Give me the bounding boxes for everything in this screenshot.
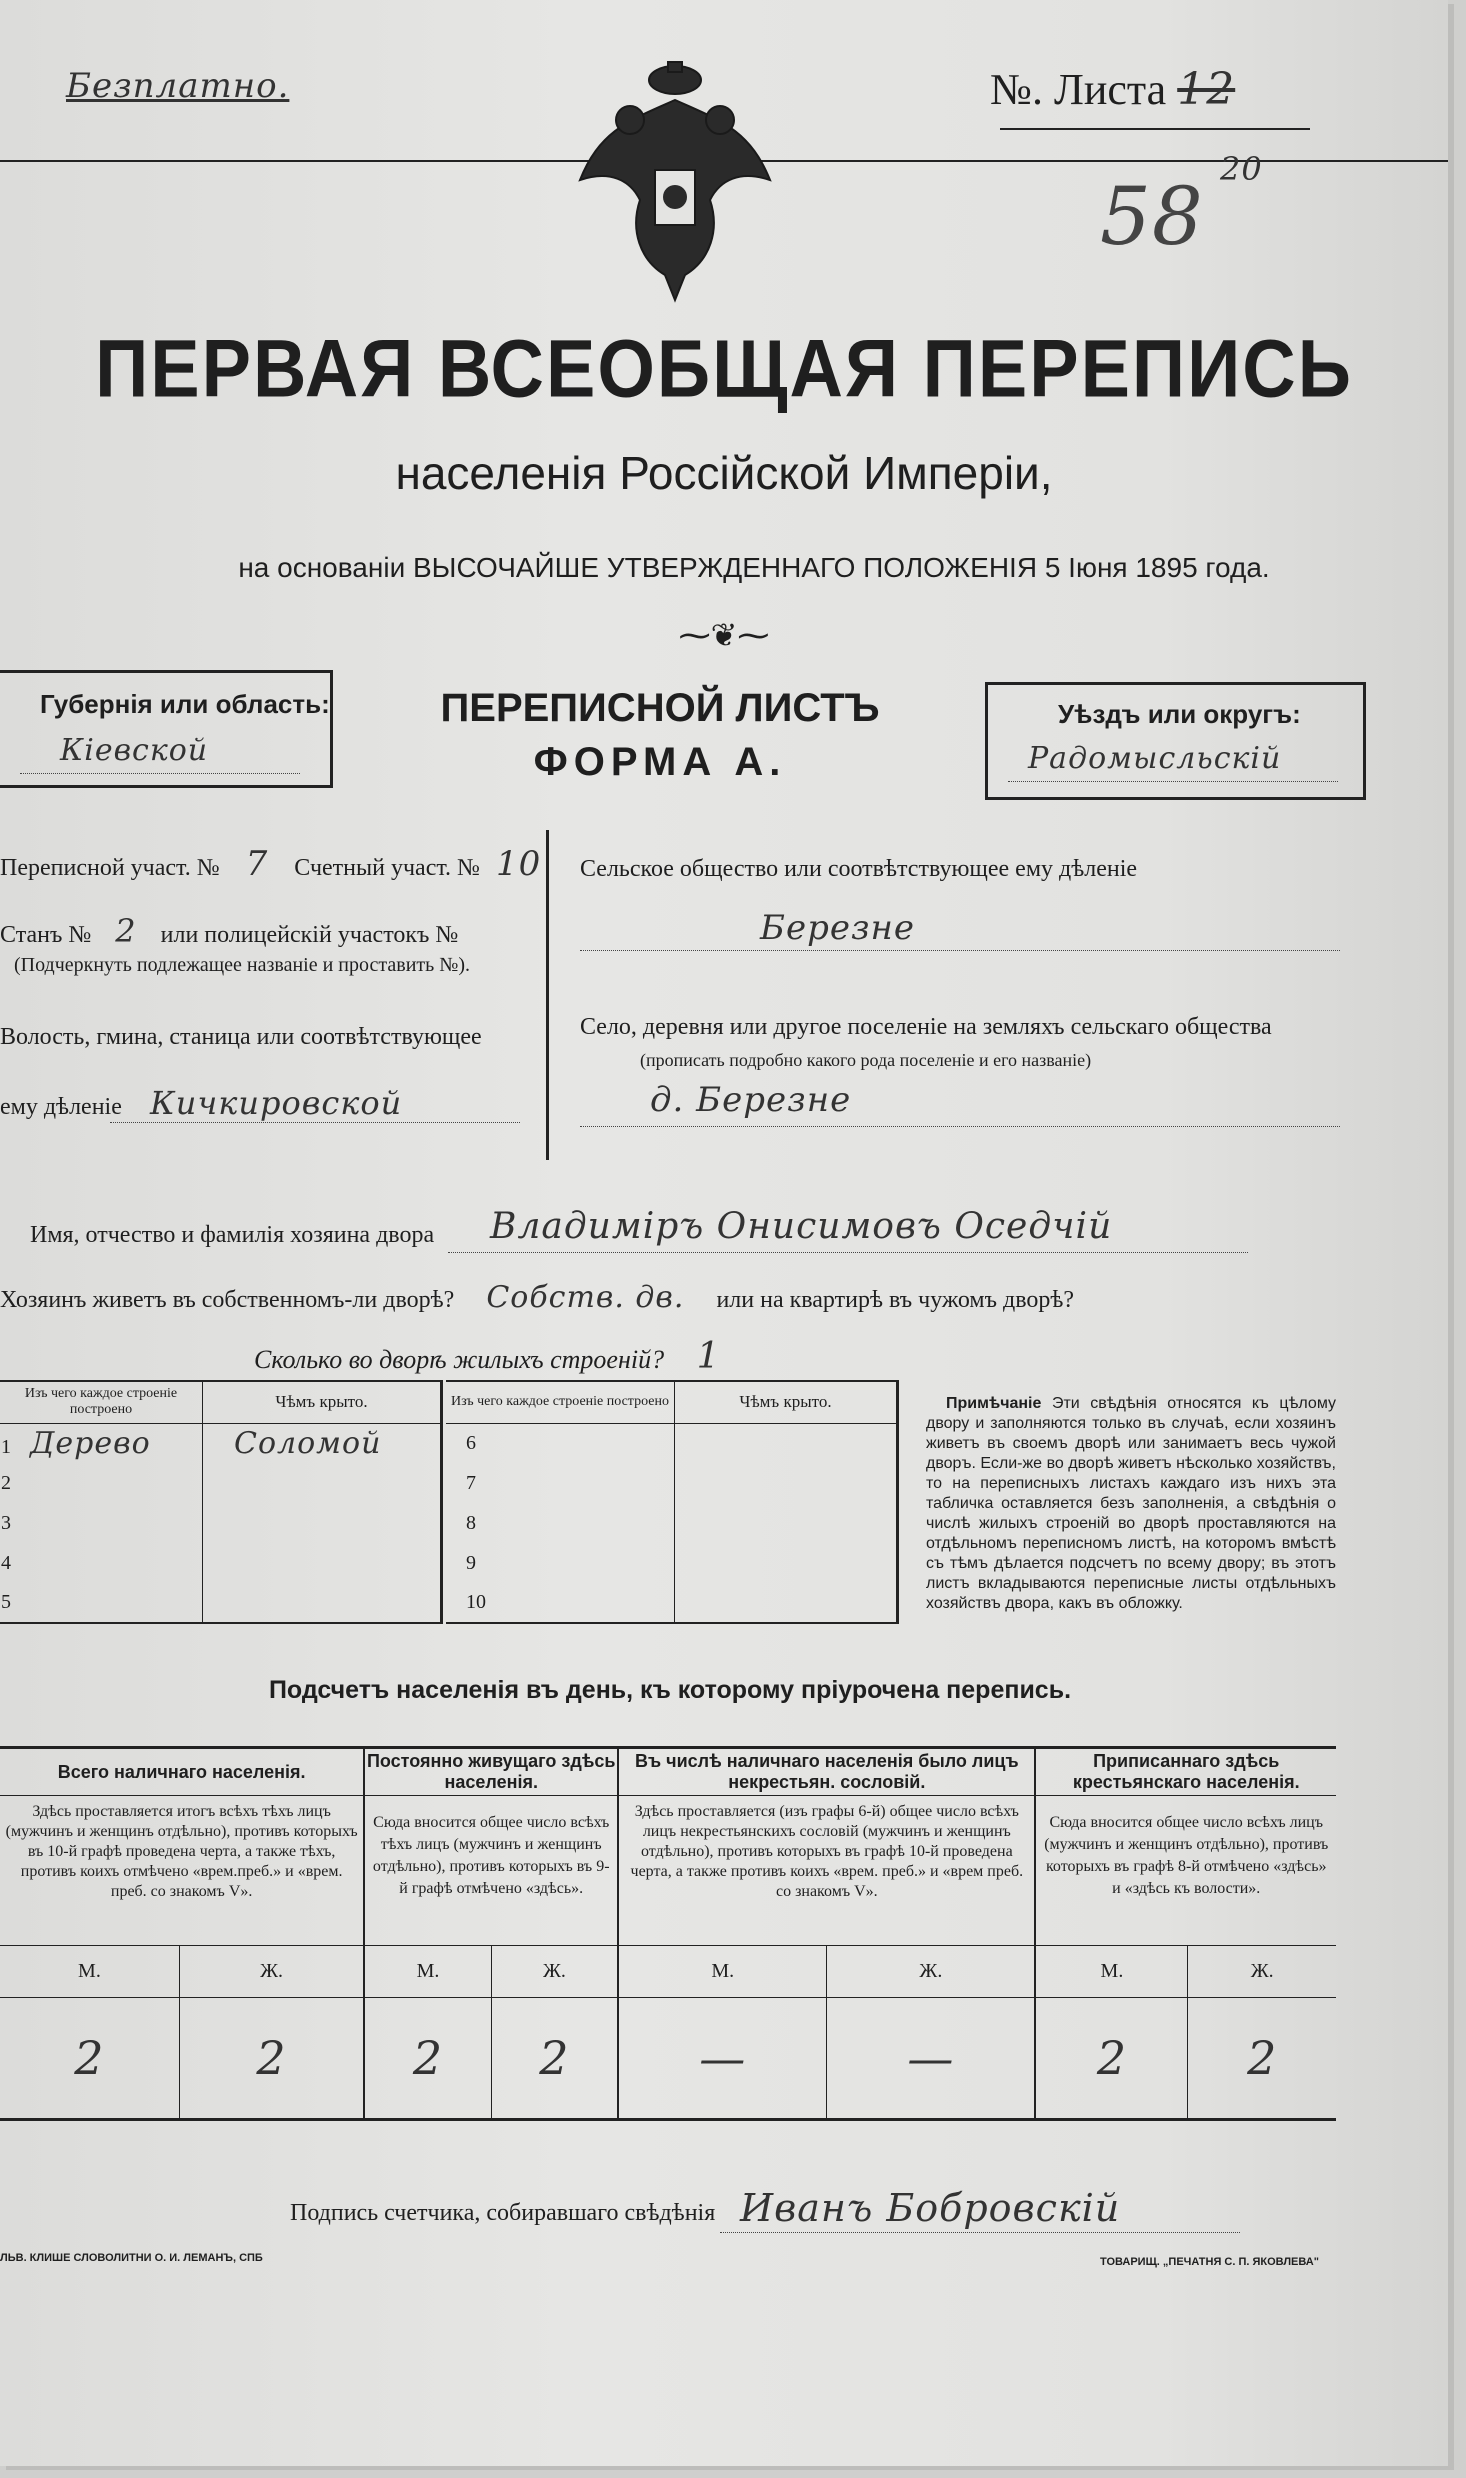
district-value: Радомысльскій xyxy=(1028,741,1282,776)
row-number: 7 xyxy=(446,1463,675,1503)
buildings-col-roof: Чѣмъ крыто. xyxy=(275,1392,368,1412)
table-row xyxy=(446,1423,896,1463)
district-box xyxy=(985,682,1366,800)
note-block xyxy=(926,1394,1336,1614)
population-table xyxy=(0,1746,1336,2121)
table-row xyxy=(446,1463,896,1503)
f-label: Ж. xyxy=(1250,1960,1274,1982)
f-label: Ж. xyxy=(179,1946,364,1998)
buildings-label: Сколько во дворѣ жилыхъ строеній? xyxy=(254,1345,665,1374)
pop-2-male: 2 xyxy=(364,1998,491,2120)
row-number: 3 xyxy=(0,1503,203,1543)
village-value: д. Березне xyxy=(650,1080,852,1120)
district-label: Уѣздъ или округъ: xyxy=(1058,699,1301,729)
document-title: ПЕРВАЯ ВСЕОБЩАЯ ПЕРЕПИСЬ xyxy=(95,322,1353,415)
note-title: Примѣчаніе xyxy=(946,1395,1042,1412)
pop-2-female: 2 xyxy=(491,1998,618,2120)
pop-3-male: — xyxy=(618,1998,827,2120)
population-heading: Подсчетъ населенія въ день, къ которому пріурочена перепись. xyxy=(268,1676,1072,1704)
buildings-col-material: Изъ чего каждое строеніе построено xyxy=(0,1381,203,1423)
village-label: Село, деревня или другое поселеніе на земляхъ сельскаго общества xyxy=(580,1014,1272,1040)
table-row xyxy=(446,1503,896,1543)
buildings-table-right xyxy=(446,1380,896,1624)
pop-col-3-desc: Здѣсь проставляется (изъ графы 6-й) общее число всѣхъ лицъ некрестьянскихъ сословій (мужчинъ и женщинъ отдѣльно), противъ которыхъ въ графѣ 10-й проведена черта, а также противъ коихъ «врем. преб.» и «врем преб. со знакомъ V». xyxy=(618,1796,1035,1946)
pop-col-1-title: Всего наличнаго населенія. xyxy=(0,1748,364,1796)
material-value: Дерево xyxy=(30,1425,151,1461)
sheet-label: №. Листа xyxy=(990,65,1167,114)
community-label: Сельское общество или соотвѣтствующее ему дѣленіе xyxy=(580,856,1138,882)
m-label: М. xyxy=(0,1946,179,1998)
free-label: Безплатно. xyxy=(66,66,290,106)
table-row xyxy=(446,1583,896,1623)
m-label: М. xyxy=(364,1946,491,1998)
pop-4-female: 2 xyxy=(1247,2031,1278,2085)
row-number: 1 xyxy=(1,1435,11,1458)
table-row xyxy=(0,1463,440,1503)
pop-1-female: 2 xyxy=(179,1998,364,2120)
signature-value: Иванъ Бобровскій xyxy=(740,2186,1121,2230)
province-label: Губернія или область: xyxy=(40,689,330,719)
document-subtitle: населенія Россійской Имперіи, xyxy=(395,447,1053,499)
community-line xyxy=(580,950,1340,951)
pop-col-3-title: Въ числѣ наличнаго населенія было лицъ некрестьян. сословій. xyxy=(618,1748,1035,1796)
fields-divider xyxy=(546,830,549,1160)
m-label: М. xyxy=(618,1946,827,1998)
sheet-number-block xyxy=(990,64,1235,115)
table-row xyxy=(0,1543,440,1583)
table-row xyxy=(0,1423,440,1463)
owner-name-label: Имя, отчество и фамилія хозяина двора xyxy=(30,1222,435,1248)
volost-line xyxy=(110,1122,520,1123)
table-row xyxy=(0,1583,440,1623)
sheet-number: 12 xyxy=(1177,64,1236,115)
owner-name-value: Владиміръ Онисимовъ Оседчій xyxy=(490,1206,1113,1247)
village-note: (прописать подробно какого рода поселеніе и его названіе) xyxy=(640,1050,1092,1070)
buildings-table-left xyxy=(0,1380,440,1624)
signature-label: Подпись счетчика, собиравшаго свѣдѣнія xyxy=(290,2200,716,2226)
pop-col-1-desc: Здѣсь проставляется итогъ всѣхъ тѣхъ лицъ (мужчинъ и женщинъ отдѣльно), противъ которыхъ въ 10-й графѣ проведена черта, а также тѣхъ, противъ коихъ отмѣчено «врем.преб.» и «врем. преб. со знакомъ V». xyxy=(0,1796,364,1946)
form-title: ПЕРЕПИСНОЙ ЛИСТЪ xyxy=(440,686,880,730)
archive-number: 20 xyxy=(1220,150,1263,188)
buildings-row xyxy=(254,1336,721,1377)
pop-3-female: — xyxy=(827,1998,1036,2120)
form-name: ФОРМА А. xyxy=(533,740,787,784)
census-precinct-label: Переписной участ. № xyxy=(0,855,220,881)
buildings-table-divider xyxy=(440,1380,443,1624)
community-value: Березнe xyxy=(760,908,916,948)
stan-note: (Подчеркнуть подлежащее названіе и проставить №). xyxy=(14,954,470,976)
count-precinct-label: Счетный участ. № xyxy=(294,855,480,881)
owner-name-line xyxy=(448,1252,1248,1253)
police-label: или полицейскій участокъ № xyxy=(160,922,459,948)
province-value: Кіевской xyxy=(60,733,209,768)
f-label: Ж. xyxy=(827,1946,1036,1998)
pop-col-2-title: Постоянно живущаго здѣсь населенія. xyxy=(364,1748,618,1796)
row-number: 6 xyxy=(446,1423,675,1463)
row-number: 9 xyxy=(446,1543,675,1583)
header-rule-right xyxy=(1000,128,1310,130)
row-number: 10 xyxy=(446,1583,675,1623)
ornament: ⁓❦⁓ xyxy=(678,617,770,653)
volost-value: Кичкировской xyxy=(150,1084,403,1122)
pop-col-4-desc: Сюда вносится общее число всѣхъ лицъ (мужчинъ и женщинъ отдѣльно), противъ которыхъ въ графѣ 8-й отмѣчено «здѣсь» и «здѣсь къ волости». xyxy=(1044,1814,1329,1897)
stan-value: 2 xyxy=(115,912,137,950)
basis-line: на основаніи ВЫСОЧАЙШЕ УТВЕРЖДЕННАГО ПОЛОЖЕНІЯ 5 Іюня 1895 года. xyxy=(238,552,1270,583)
district-line xyxy=(1008,781,1338,782)
f-label: Ж. xyxy=(491,1946,618,1998)
volost-label2: ему дѣленіе xyxy=(0,1094,122,1120)
row-number: 5 xyxy=(0,1583,203,1623)
printer-right: ТОВАРИЩ. „ПЕЧАТНЯ С. П. ЯКОВЛЕВА" xyxy=(1100,2256,1319,2268)
table-row xyxy=(0,1503,440,1543)
stan-label: Станъ № xyxy=(0,922,92,948)
table-row xyxy=(446,1543,896,1583)
pop-1-male: 2 xyxy=(0,1998,179,2120)
volost-label: Волость, гмина, станица или соотвѣтствующее xyxy=(0,1024,482,1050)
census-precinct-row xyxy=(0,844,541,884)
row-number: 2 xyxy=(0,1463,203,1503)
archive-mark: 58 xyxy=(1100,170,1204,263)
owner-lives-label2: или на квартирѣ въ чужомъ дворѣ? xyxy=(716,1287,1075,1313)
census-precinct-value: 7 xyxy=(245,844,269,884)
stan-row xyxy=(0,912,458,950)
province-box xyxy=(0,670,333,788)
province-line xyxy=(20,773,300,774)
printer-left: ЛЬВ. КЛИШЕ СЛОВОЛИТНИ О. И. ЛЕМАНЪ, СПБ xyxy=(0,2252,263,2264)
signature-line xyxy=(720,2232,1240,2233)
buildings-table-right-edge xyxy=(896,1380,899,1624)
note-text: Эти свѣдѣнія относятся къ цѣлому двору и заполняются только въ случаѣ, если хозяинъ живетъ въ своемъ дворѣ или занимаетъ весь чужой дворъ. Если-же во дворѣ живетъ нѣсколько хозяйствъ, то на переписныхъ листахъ каждаго изъ нихъ эта табличка оставляется безъ заполненія, а свѣдѣнія о числѣ жилыхъ строеній во дворѣ проставляются на отдѣльномъ переписномъ листѣ, на которомъ вмѣстѣ съ тѣмъ дѣлается подсчетъ по всему двору; въ этотъ листъ вкладываются переписные листы отдѣльныхъ хозяйствъ двора, какъ въ обложку. xyxy=(926,1395,1336,1612)
row-number: 8 xyxy=(446,1503,675,1543)
owner-lives-label: Хозяинъ живетъ въ собственномъ-ли дворѣ? xyxy=(0,1287,455,1313)
village-line xyxy=(580,1126,1340,1127)
row-number: 4 xyxy=(0,1543,203,1583)
pop-4-male: 2 xyxy=(1035,1998,1187,2120)
count-precinct-value: 10 xyxy=(495,844,542,884)
buildings-value: 1 xyxy=(696,1336,721,1377)
m-label: М. xyxy=(1035,1946,1187,1998)
owner-lives-row xyxy=(0,1280,1074,1315)
roof-value: Соломой xyxy=(234,1425,382,1461)
pop-col-2-desc: Сюда вносится общее число всѣхъ тѣхъ лицъ (мужчинъ и женщинъ отдѣльно), противъ которыхъ въ 9-й графѣ отмѣчено «здѣсь». xyxy=(364,1796,618,1946)
owner-lives-value: Собств. дв. xyxy=(486,1280,685,1315)
buildings-col-roof-2: Чѣмъ крыто. xyxy=(739,1392,832,1412)
pop-col-4-title: Приписаннаго здѣсь крестьянскаго населенія. xyxy=(1072,1751,1300,1792)
buildings-col-material-2: Изъ чего каждое строеніе построено xyxy=(446,1381,675,1423)
